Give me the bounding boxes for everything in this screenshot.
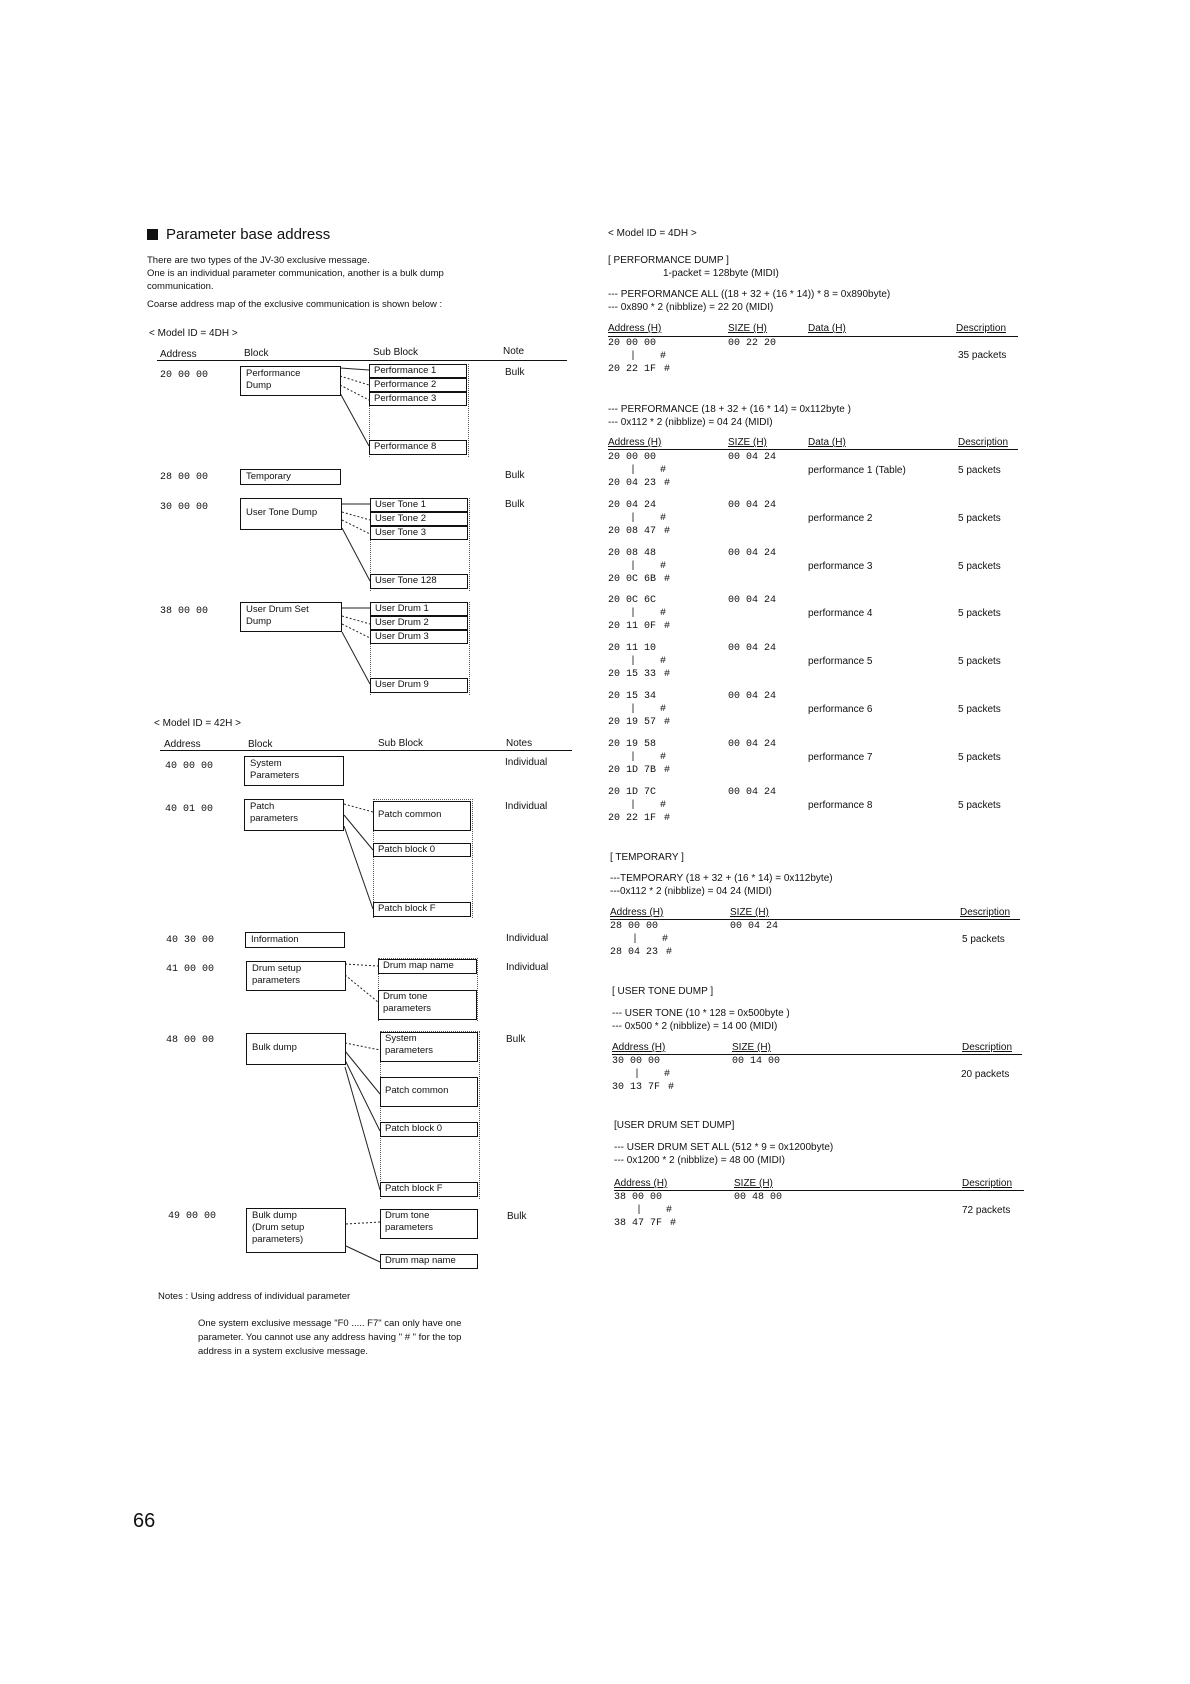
size-cell: 00 04 24 xyxy=(730,921,779,932)
description-cell: 5 packets xyxy=(958,656,1001,667)
description-cell: 5 packets xyxy=(962,934,1005,945)
note-cell: Individual xyxy=(506,962,549,973)
user-drum-title: [USER DRUM SET DUMP] xyxy=(614,1120,735,1131)
hash-mark: # xyxy=(666,947,673,958)
description-cell: 5 packets xyxy=(958,465,1001,476)
address-cell: 38 00 00 xyxy=(160,606,209,617)
col-header-description: Description xyxy=(960,907,1011,918)
range-bar: | # xyxy=(630,513,667,524)
note-cell: Individual xyxy=(506,933,549,944)
user-tone-calc: --- USER TONE (10 * 128 = 0x500byte ) xyxy=(612,1008,790,1019)
section-title: Parameter base address xyxy=(147,226,330,243)
notes-line: One system exclusive message "F0 ..... F7" can only have one xyxy=(198,1318,462,1329)
col-header-sub-block: Sub Block xyxy=(373,347,419,358)
block-bulk-dump: Bulk dump xyxy=(246,1033,346,1065)
header-rule xyxy=(614,1190,1024,1191)
size-cell: 00 04 24 xyxy=(728,548,777,559)
hash-mark: # xyxy=(664,765,671,776)
description-cell: 35 packets xyxy=(958,350,1007,361)
user-drum-calc: --- 0x1200 * 2 (nibblize) = 48 00 (MIDI) xyxy=(614,1155,785,1166)
address-cell: 30 00 00 xyxy=(160,502,209,513)
perf-calc: --- PERFORMANCE (18 + 32 + (16 * 14) = 0x112byte ) xyxy=(608,404,851,415)
data-cell: performance 1 (Table) xyxy=(808,465,906,476)
notes-line: parameter. You cannot use any address having " # " for the top xyxy=(198,1332,462,1343)
address-cell: 48 00 00 xyxy=(166,1035,215,1046)
temporary-calc: ---0x112 * 2 (nibblize) = 04 24 (MIDI) xyxy=(610,886,772,897)
address-cell: 49 00 00 xyxy=(168,1211,217,1222)
sub-block-user-drum-3: User Drum 3 xyxy=(370,630,468,644)
note-cell: Individual xyxy=(505,801,548,812)
header-rule xyxy=(612,1054,1022,1055)
sub-block-performance-3: Performance 3 xyxy=(369,392,467,406)
address-end: 38 47 7F xyxy=(614,1218,663,1229)
col-header-address: Address xyxy=(164,739,201,750)
address-start: 20 04 24 xyxy=(608,500,657,511)
sub-block-patch-block-f: Patch block F xyxy=(380,1182,478,1197)
perf-dump-calc: --- PERFORMANCE ALL ((18 + 32 + (16 * 14)) * 8 = 0x890byte) xyxy=(608,289,891,300)
intro-line: There are two types of the JV-30 exclusive message. xyxy=(147,255,370,266)
col-header-size: SIZE (H) xyxy=(728,437,767,448)
address-end: 20 22 1F xyxy=(608,813,657,824)
perf-dump-title: [ PERFORMANCE DUMP ] xyxy=(608,255,729,266)
sub-block-patch-common: Patch common xyxy=(373,801,471,831)
size-cell: 00 04 24 xyxy=(728,452,777,463)
address-start: 30 00 00 xyxy=(612,1056,661,1067)
col-header-notes: Notes xyxy=(506,738,533,749)
perf-dump-packet: 1-packet = 128byte (MIDI) xyxy=(663,268,779,279)
address-start: 20 00 00 xyxy=(608,452,657,463)
col-header-sub-block: Sub Block xyxy=(378,738,424,749)
data-cell: performance 6 xyxy=(808,704,873,715)
block-patch-parameters: Patch parameters xyxy=(244,799,344,831)
range-bar: | # xyxy=(634,1069,671,1080)
address-start: 20 15 34 xyxy=(608,691,657,702)
col-header-address: Address (H) xyxy=(608,437,662,448)
block-system-parameters: System Parameters xyxy=(244,756,344,786)
range-bar: | # xyxy=(630,465,667,476)
intro-line: One is an individual parameter communication, another is a bulk dump xyxy=(147,268,444,279)
address-end: 20 15 33 xyxy=(608,669,657,680)
col-header-address: Address (H) xyxy=(610,907,664,918)
data-cell: performance 3 xyxy=(808,561,873,572)
block-user-tone-dump: User Tone Dump xyxy=(240,498,342,530)
sub-block-user-drum-1: User Drum 1 xyxy=(370,602,468,616)
size-cell: 00 04 24 xyxy=(728,500,777,511)
model-id-label: < Model ID = 4DH > xyxy=(149,328,238,339)
data-cell: performance 2 xyxy=(808,513,873,524)
hash-mark: # xyxy=(668,1082,675,1093)
col-header-description: Description xyxy=(962,1042,1013,1053)
address-cell: 28 00 00 xyxy=(160,472,209,483)
hash-mark: # xyxy=(664,364,671,375)
col-header-description: Description xyxy=(956,323,1007,334)
user-tone-calc: --- 0x500 * 2 (nibblize) = 14 00 (MIDI) xyxy=(612,1021,778,1032)
description-cell: 72 packets xyxy=(962,1205,1011,1216)
sub-block-drum-map-name: Drum map name xyxy=(380,1254,478,1269)
range-bar: | # xyxy=(632,934,669,945)
col-header-size: SIZE (H) xyxy=(732,1042,771,1053)
block-performance-dump: Performance Dump xyxy=(240,366,341,396)
col-header-size: SIZE (H) xyxy=(730,907,769,918)
range-bar: | # xyxy=(630,561,667,572)
data-cell: performance 8 xyxy=(808,800,873,811)
note-cell: Bulk xyxy=(505,499,525,510)
sub-block-drum-tone-parameters: Drum tone parameters xyxy=(378,990,477,1020)
range-bar: | # xyxy=(636,1205,673,1216)
description-cell: 5 packets xyxy=(958,608,1001,619)
range-bar: | # xyxy=(630,608,667,619)
description-cell: 5 packets xyxy=(958,800,1001,811)
block-information: Information xyxy=(245,932,345,948)
intro-line: Coarse address map of the exclusive communication is shown below : xyxy=(147,299,443,310)
sub-block-patch-block-0: Patch block 0 xyxy=(380,1122,478,1137)
address-start: 20 11 10 xyxy=(608,643,657,654)
sub-block-user-tone-2: User Tone 2 xyxy=(370,512,468,526)
sub-block-user-drum-9: User Drum 9 xyxy=(370,678,468,693)
size-cell: 00 04 24 xyxy=(728,643,777,654)
perf-calc: --- 0x112 * 2 (nibblize) = 04 24 (MIDI) xyxy=(608,417,773,428)
description-cell: 5 packets xyxy=(958,752,1001,763)
model-id-label: < Model ID = 4DH > xyxy=(608,228,697,239)
size-cell: 00 22 20 xyxy=(728,338,777,349)
col-header-address: Address (H) xyxy=(612,1042,666,1053)
sub-block-patch-common: Patch common xyxy=(380,1077,478,1107)
data-cell: performance 5 xyxy=(808,656,873,667)
col-header-note: Note xyxy=(503,346,525,357)
address-cell: 40 01 00 xyxy=(165,804,214,815)
hash-mark: # xyxy=(664,526,671,537)
size-cell: 00 04 24 xyxy=(728,787,777,798)
address-cell: 40 00 00 xyxy=(165,761,214,772)
data-cell: performance 7 xyxy=(808,752,873,763)
col-header-description: Description xyxy=(962,1178,1013,1189)
hash-mark: # xyxy=(664,478,671,489)
sub-block-user-drum-2: User Drum 2 xyxy=(370,616,468,630)
block-user-drum-set-dump: User Drum Set Dump xyxy=(240,602,342,632)
note-cell: Bulk xyxy=(505,470,525,481)
range-bar: | # xyxy=(630,704,667,715)
description-cell: 20 packets xyxy=(961,1069,1010,1080)
address-end: 20 0C 6B xyxy=(608,574,657,585)
range-bar: | # xyxy=(630,800,667,811)
col-header-size: SIZE (H) xyxy=(728,323,767,334)
note-cell: Bulk xyxy=(505,367,525,378)
hash-mark: # xyxy=(664,717,671,728)
user-drum-calc: --- USER DRUM SET ALL (512 * 9 = 0x1200byte) xyxy=(614,1142,834,1153)
sub-block-user-tone-1: User Tone 1 xyxy=(370,498,468,512)
hash-mark: # xyxy=(664,669,671,680)
sub-block-user-tone-3: User Tone 3 xyxy=(370,526,468,540)
address-end: 20 08 47 xyxy=(608,526,657,537)
intro-line: communication. xyxy=(147,281,214,292)
sub-block-drum-map-name: Drum map name xyxy=(378,959,477,974)
size-cell: 00 04 24 xyxy=(728,739,777,750)
block-drum-setup-parameters: Drum setup parameters xyxy=(246,961,346,991)
address-end: 20 22 1F xyxy=(608,364,657,375)
size-cell: 00 48 00 xyxy=(734,1192,783,1203)
header-rule xyxy=(608,449,1018,450)
sub-block-patch-block-f: Patch block F xyxy=(373,902,471,917)
notes-label: Notes : Using address of individual parameter xyxy=(158,1291,351,1302)
sub-block-system-parameters: System parameters xyxy=(380,1032,478,1062)
perf-dump-calc: --- 0x890 * 2 (nibblize) = 22 20 (MIDI) xyxy=(608,302,774,313)
address-start: 20 1D 7C xyxy=(608,787,657,798)
sub-block-patch-block-0: Patch block 0 xyxy=(373,843,471,857)
col-header-data: Data (H) xyxy=(808,323,846,334)
address-cell: 41 00 00 xyxy=(166,964,215,975)
description-cell: 5 packets xyxy=(958,513,1001,524)
note-cell: Bulk xyxy=(506,1034,526,1045)
address-end: 30 13 7F xyxy=(612,1082,661,1093)
sub-block-user-tone-128: User Tone 128 xyxy=(370,574,468,589)
page-number: 66 xyxy=(133,1510,156,1532)
note-cell: Individual xyxy=(505,757,548,768)
sub-block-performance-2: Performance 2 xyxy=(369,378,467,392)
user-tone-title: [ USER TONE DUMP ] xyxy=(612,986,714,997)
hash-mark: # xyxy=(670,1218,677,1229)
hash-mark: # xyxy=(664,813,671,824)
description-cell: 5 packets xyxy=(958,561,1001,572)
address-start: 20 00 00 xyxy=(608,338,657,349)
address-end: 28 04 23 xyxy=(610,947,659,958)
block-bulk-dump-drum-setup: Bulk dump (Drum setup parameters) xyxy=(246,1208,346,1253)
address-end: 20 19 57 xyxy=(608,717,657,728)
size-cell: 00 04 24 xyxy=(728,691,777,702)
range-bar: | # xyxy=(630,752,667,763)
address-end: 20 11 0F xyxy=(608,621,657,632)
range-bar: | # xyxy=(630,351,667,362)
note-cell: Bulk xyxy=(507,1211,527,1222)
sub-block-performance-8: Performance 8 xyxy=(369,440,467,455)
temporary-title: [ TEMPORARY ] xyxy=(610,852,684,863)
header-rule xyxy=(610,919,1020,920)
size-cell: 00 04 24 xyxy=(728,595,777,606)
data-cell: performance 4 xyxy=(808,608,873,619)
address-start: 20 0C 6C xyxy=(608,595,657,606)
address-end: 20 1D 7B xyxy=(608,765,657,776)
col-header-block: Block xyxy=(244,348,269,359)
hash-mark: # xyxy=(664,574,671,585)
address-start: 28 00 00 xyxy=(610,921,659,932)
header-rule xyxy=(160,750,572,751)
col-header-address: Address (H) xyxy=(614,1178,668,1189)
sub-block-performance-1: Performance 1 xyxy=(369,364,467,378)
address-start: 38 00 00 xyxy=(614,1192,663,1203)
col-header-block: Block xyxy=(248,739,273,750)
block-temporary: Temporary xyxy=(240,469,341,485)
col-header-data: Data (H) xyxy=(808,437,846,448)
address-end: 20 04 23 xyxy=(608,478,657,489)
address-cell: 20 00 00 xyxy=(160,370,209,381)
temporary-calc: ---TEMPORARY (18 + 32 + (16 * 14) = 0x112byte) xyxy=(610,873,833,884)
sub-block-drum-tone-parameters: Drum tone parameters xyxy=(380,1209,478,1239)
col-header-address: Address (H) xyxy=(608,323,662,334)
hash-mark: # xyxy=(664,621,671,632)
address-start: 20 19 58 xyxy=(608,739,657,750)
header-rule xyxy=(608,336,1018,337)
description-cell: 5 packets xyxy=(958,704,1001,715)
range-bar: | # xyxy=(630,656,667,667)
address-cell: 40 30 00 xyxy=(166,935,215,946)
col-header-size: SIZE (H) xyxy=(734,1178,773,1189)
address-start: 20 08 48 xyxy=(608,548,657,559)
size-cell: 00 14 00 xyxy=(732,1056,781,1067)
col-header-address: Address xyxy=(160,349,197,360)
model-id-label: < Model ID = 42H > xyxy=(154,718,241,729)
col-header-description: Description xyxy=(958,437,1009,448)
notes-line: address in a system exclusive message. xyxy=(198,1346,369,1357)
